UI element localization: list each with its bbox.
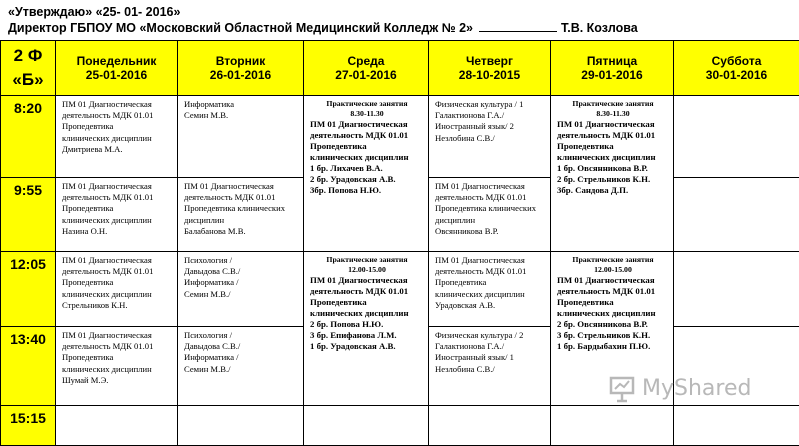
lesson-mon-3: ПМ 01 Диагностическая деятельность МДК 01.01 Пропедевтика клинических дисциплин Стрельников К.Н. (56, 252, 178, 327)
lesson-thu-3: ПМ 01 Диагностическая деятельность МДК 01.01 Пропедевтика клинических дисциплин Урадовская А.В. (429, 252, 551, 327)
lesson-thu-2: ПМ 01 Диагностическая деятельность МДК 01.01 Пропедевтика клинических дисциплин Овсянникова В.Р. (429, 178, 551, 252)
lesson-mon-5 (56, 406, 178, 446)
time-slot-1: 8:20 (1, 96, 56, 178)
lesson-tue-5 (178, 406, 304, 446)
approval-line: «Утверждаю» «25- 01- 2016» (8, 5, 180, 19)
lesson-thu-4: Физическая культура / 2 Галактионова Г.А./ Иностранный язык/ 1 Незлобина С.В./ (429, 327, 551, 406)
lesson-fri-practice-2: Практические занятия 12.00-15.00 ПМ 01 Диагностическая деятельность МДК 01.01 Пропедевтика клинических дисциплин 2 бр. Овсянникова В.Р. 3 бр. Стрельников К.Н. 1 бр. Бардыбахин П.Ю. (551, 252, 674, 406)
lesson-mon-1: ПМ 01 Диагностическая деятельность МДК 01.01 Пропедевтика клинических дисциплин Дмитриева М.А. (56, 96, 178, 178)
day-header-mon: Понедельник 25-01-2016 (56, 41, 178, 96)
time-slot-3: 12:05 (1, 252, 56, 327)
approval-header (0, 0, 799, 40)
lesson-tue-2: ПМ 01 Диагностическая деятельность МДК 01.01 Пропедевтика клинических дисциплин Балабанова М.В. (178, 178, 304, 252)
day-header-tue: Вторник 26-01-2016 (178, 41, 304, 96)
lesson-tue-1: Информатика Семин М.В. (178, 96, 304, 178)
lesson-thu-5 (429, 406, 551, 446)
day-header-wed: Среда 27-01-2016 (304, 41, 429, 96)
director-name: Т.В. Козлова (561, 21, 638, 35)
time-slot-5: 15:15 (1, 406, 56, 446)
lesson-thu-1: Физическая культура / 1 Галактионова Г.А./ Иностранный язык/ 2 Незлобина С.В./ (429, 96, 551, 178)
time-slot-4: 13:40 (1, 327, 56, 406)
presentation-icon (608, 375, 636, 403)
lesson-wed-5 (304, 406, 429, 446)
lesson-wed-practice-2: Практические занятия 12.00-15.00 ПМ 01 Диагностическая деятельность МДК 01.01 Пропедевтика клинических дисциплин 2 бр. Попова Н.Ю. 3 бр. Епифанова Л.М. 1 бр. Урадовская А.В. (304, 252, 429, 406)
lesson-mon-4: ПМ 01 Диагностическая деятельность МДК 01.01 Пропедевтика клинических дисциплин Шумай М.Э. (56, 327, 178, 406)
lesson-fri-5 (551, 406, 674, 446)
group-label: 2 Ф «Б» (1, 41, 56, 96)
lesson-tue-3: Психология / Давыдова С.В./ Информатика / Семин М.В./ (178, 252, 304, 327)
lesson-sat-3 (674, 252, 799, 327)
lesson-sat-2 (674, 178, 799, 252)
watermark: MyShared (608, 374, 778, 408)
lesson-tue-4: Психология / Давыдова С.В./ Информатика / Семин М.В./ (178, 327, 304, 406)
day-header-sat: Суббота 30-01-2016 (674, 41, 799, 96)
lesson-wed-practice-1: Практические занятия 8.30-11.30 ПМ 01 Диагностическая деятельность МДК 01.01 Пропедевтика клинических дисциплин 1 бр. Лихачев В.А. 2 бр. Урадовская А.В. 3бр. Попова Н.Ю. (304, 96, 429, 252)
director-text: Директор ГБПОУ МО «Московский Областной Медицинский Колледж № 2» (8, 21, 473, 35)
lesson-fri-practice-1: Практические занятия 8.30-11.30 ПМ 01 Диагностическая деятельность МДК 01.01 Пропедевтика клинических дисциплин 1 бр. Овсянникова В.Р. 2 бр. Стрельников К.Н. 3бр. Сандова Д.П. (551, 96, 674, 252)
time-slot-2: 9:55 (1, 178, 56, 252)
director-line (8, 21, 638, 35)
lesson-mon-2: ПМ 01 Диагностическая деятельность МДК 01.01 Пропедевтика клинических дисциплин Назина О.Н. (56, 178, 178, 252)
lesson-sat-1 (674, 96, 799, 178)
day-header-thu: Четверг 28-10-2015 (429, 41, 551, 96)
day-header-fri: Пятница 29-01-2016 (551, 41, 674, 96)
lesson-sat-5 (674, 406, 799, 446)
signature-blank (479, 21, 557, 32)
